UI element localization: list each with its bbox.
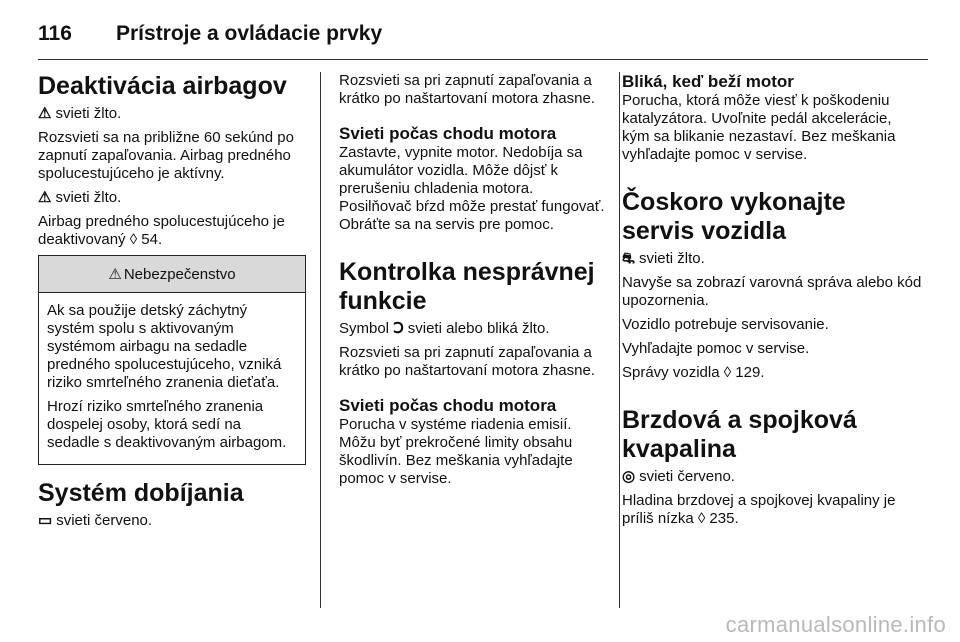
subheading-flashes: Bliká, keď beží motor	[622, 72, 794, 91]
warning-paragraph: Hrozí riziko smrteľného zranenia dospelej osoby, ktorá sedí na sedadle s deaktivovaným airbagom.	[47, 398, 287, 451]
paragraph: Rozsvieti sa pri zapnutí zapaľovania a krátko po naštartovaní motora zhasne.	[339, 72, 595, 107]
airbag-on-line	[38, 105, 306, 123]
warning-body	[39, 293, 305, 464]
subheading-running: Svieti počas chodu motora	[339, 396, 557, 415]
danger-warning-box	[38, 255, 306, 465]
paragraph: Správy vozidla ◊ 129.	[622, 364, 765, 381]
engine-icon: Ↄ	[393, 320, 404, 337]
symbol-prefix: Symbol	[339, 320, 390, 337]
brake-text: svieti červeno.	[639, 468, 735, 485]
airbag-on-icon: ⚠	[38, 105, 52, 122]
section-heading-airbag: Deaktivácia airbagov	[38, 72, 287, 100]
column-divider	[320, 72, 321, 608]
watermark: carmanualsonline.info	[725, 612, 946, 637]
airbag-off-icon: ⚠	[38, 189, 52, 206]
paragraph: Zastavte, vypnite motor. Nedobíja sa akumulátor vozidla. Môže dôjsť k prerušeniu chladenia motora. Posilňovač bŕzd môže prestať fungovať. Obráťte sa na servis pre pomoc.	[339, 144, 605, 233]
column-middle	[339, 72, 607, 494]
charging-line	[38, 512, 306, 530]
airbag-off-text: svieti žlto.	[55, 189, 122, 206]
warning-header	[39, 256, 305, 293]
section-heading-charging: Systém dobíjania	[38, 479, 244, 507]
paragraph: Rozsvieti sa pri zapnutí zapaľovania a krátko po naštartovaní motora zhasne.	[339, 344, 595, 379]
page-title: Prístroje a ovládacie prvky	[116, 22, 383, 45]
paragraph: Vozidlo potrebuje servisovanie.	[622, 316, 829, 333]
paragraph: Navyše sa zobrazí varovná správa alebo kód upozornenia.	[622, 274, 922, 309]
battery-icon: ▭	[38, 512, 53, 529]
service-line	[622, 250, 922, 268]
airbag-off-line	[38, 189, 306, 207]
column-divider	[619, 72, 620, 608]
section-heading-brake: Brzdová a spojková kvapalina	[622, 406, 857, 463]
section-heading-malfunction: Kontrolka nesprávnej funkcie	[339, 258, 595, 315]
page-header	[38, 14, 382, 54]
paragraph: Porucha v systéme riadenia emisií. Môžu byť prekročené limity obsahu škodlivín. Bez meškania vyhľadajte pomoc v servise.	[339, 416, 573, 487]
charging-text: svieti červeno.	[56, 512, 153, 529]
paragraph: Porucha, ktorá môže viesť k poškodeniu katalyzátora. Uvoľnite pedál akcelerácie, kým sa blikanie nezastaví. Bez meškania vyhľadajte pomoc v servise.	[622, 92, 896, 163]
warning-title: Nebezpečenstvo	[123, 265, 236, 283]
section-heading-service: Čoskoro vykonajte servis vozidla	[622, 188, 846, 245]
column-right	[622, 72, 922, 534]
wrench-car-icon: ⛐	[622, 250, 635, 267]
paragraph: Airbag predného spolucestujúceho je deaktivovaný ◊ 54.	[38, 213, 285, 248]
brake-line	[622, 468, 922, 486]
column-left	[38, 72, 306, 536]
airbag-on-text: svieti žlto.	[55, 105, 122, 122]
brake-icon: ◎	[622, 468, 636, 485]
malfunction-text: svieti alebo bliká žlto.	[407, 320, 550, 337]
paragraph: Rozsvieti sa na približne 60 sekúnd po zapnutí zapaľovania. Airbag predného spolucestujúceho je aktívny.	[38, 129, 294, 182]
page-number: 116	[38, 22, 72, 45]
paragraph: Hladina brzdovej a spojkovej kvapaliny je príliš nízka ◊ 235.	[622, 492, 896, 527]
header-rule	[38, 59, 928, 60]
service-text: svieti žlto.	[638, 250, 705, 267]
paragraph: Vyhľadajte pomoc v servise.	[622, 340, 810, 357]
subheading-running: Svieti počas chodu motora	[339, 124, 557, 143]
warning-paragraph: Ak sa použije detský záchytný systém spolu s aktivovaným systémom airbagu na sedadle predného spolucestujúceho, vzniká riziko smrteľného zranenia dieťaťa.	[47, 302, 282, 391]
malfunction-line	[339, 320, 607, 338]
warning-triangle-icon: ⚠	[108, 266, 122, 283]
